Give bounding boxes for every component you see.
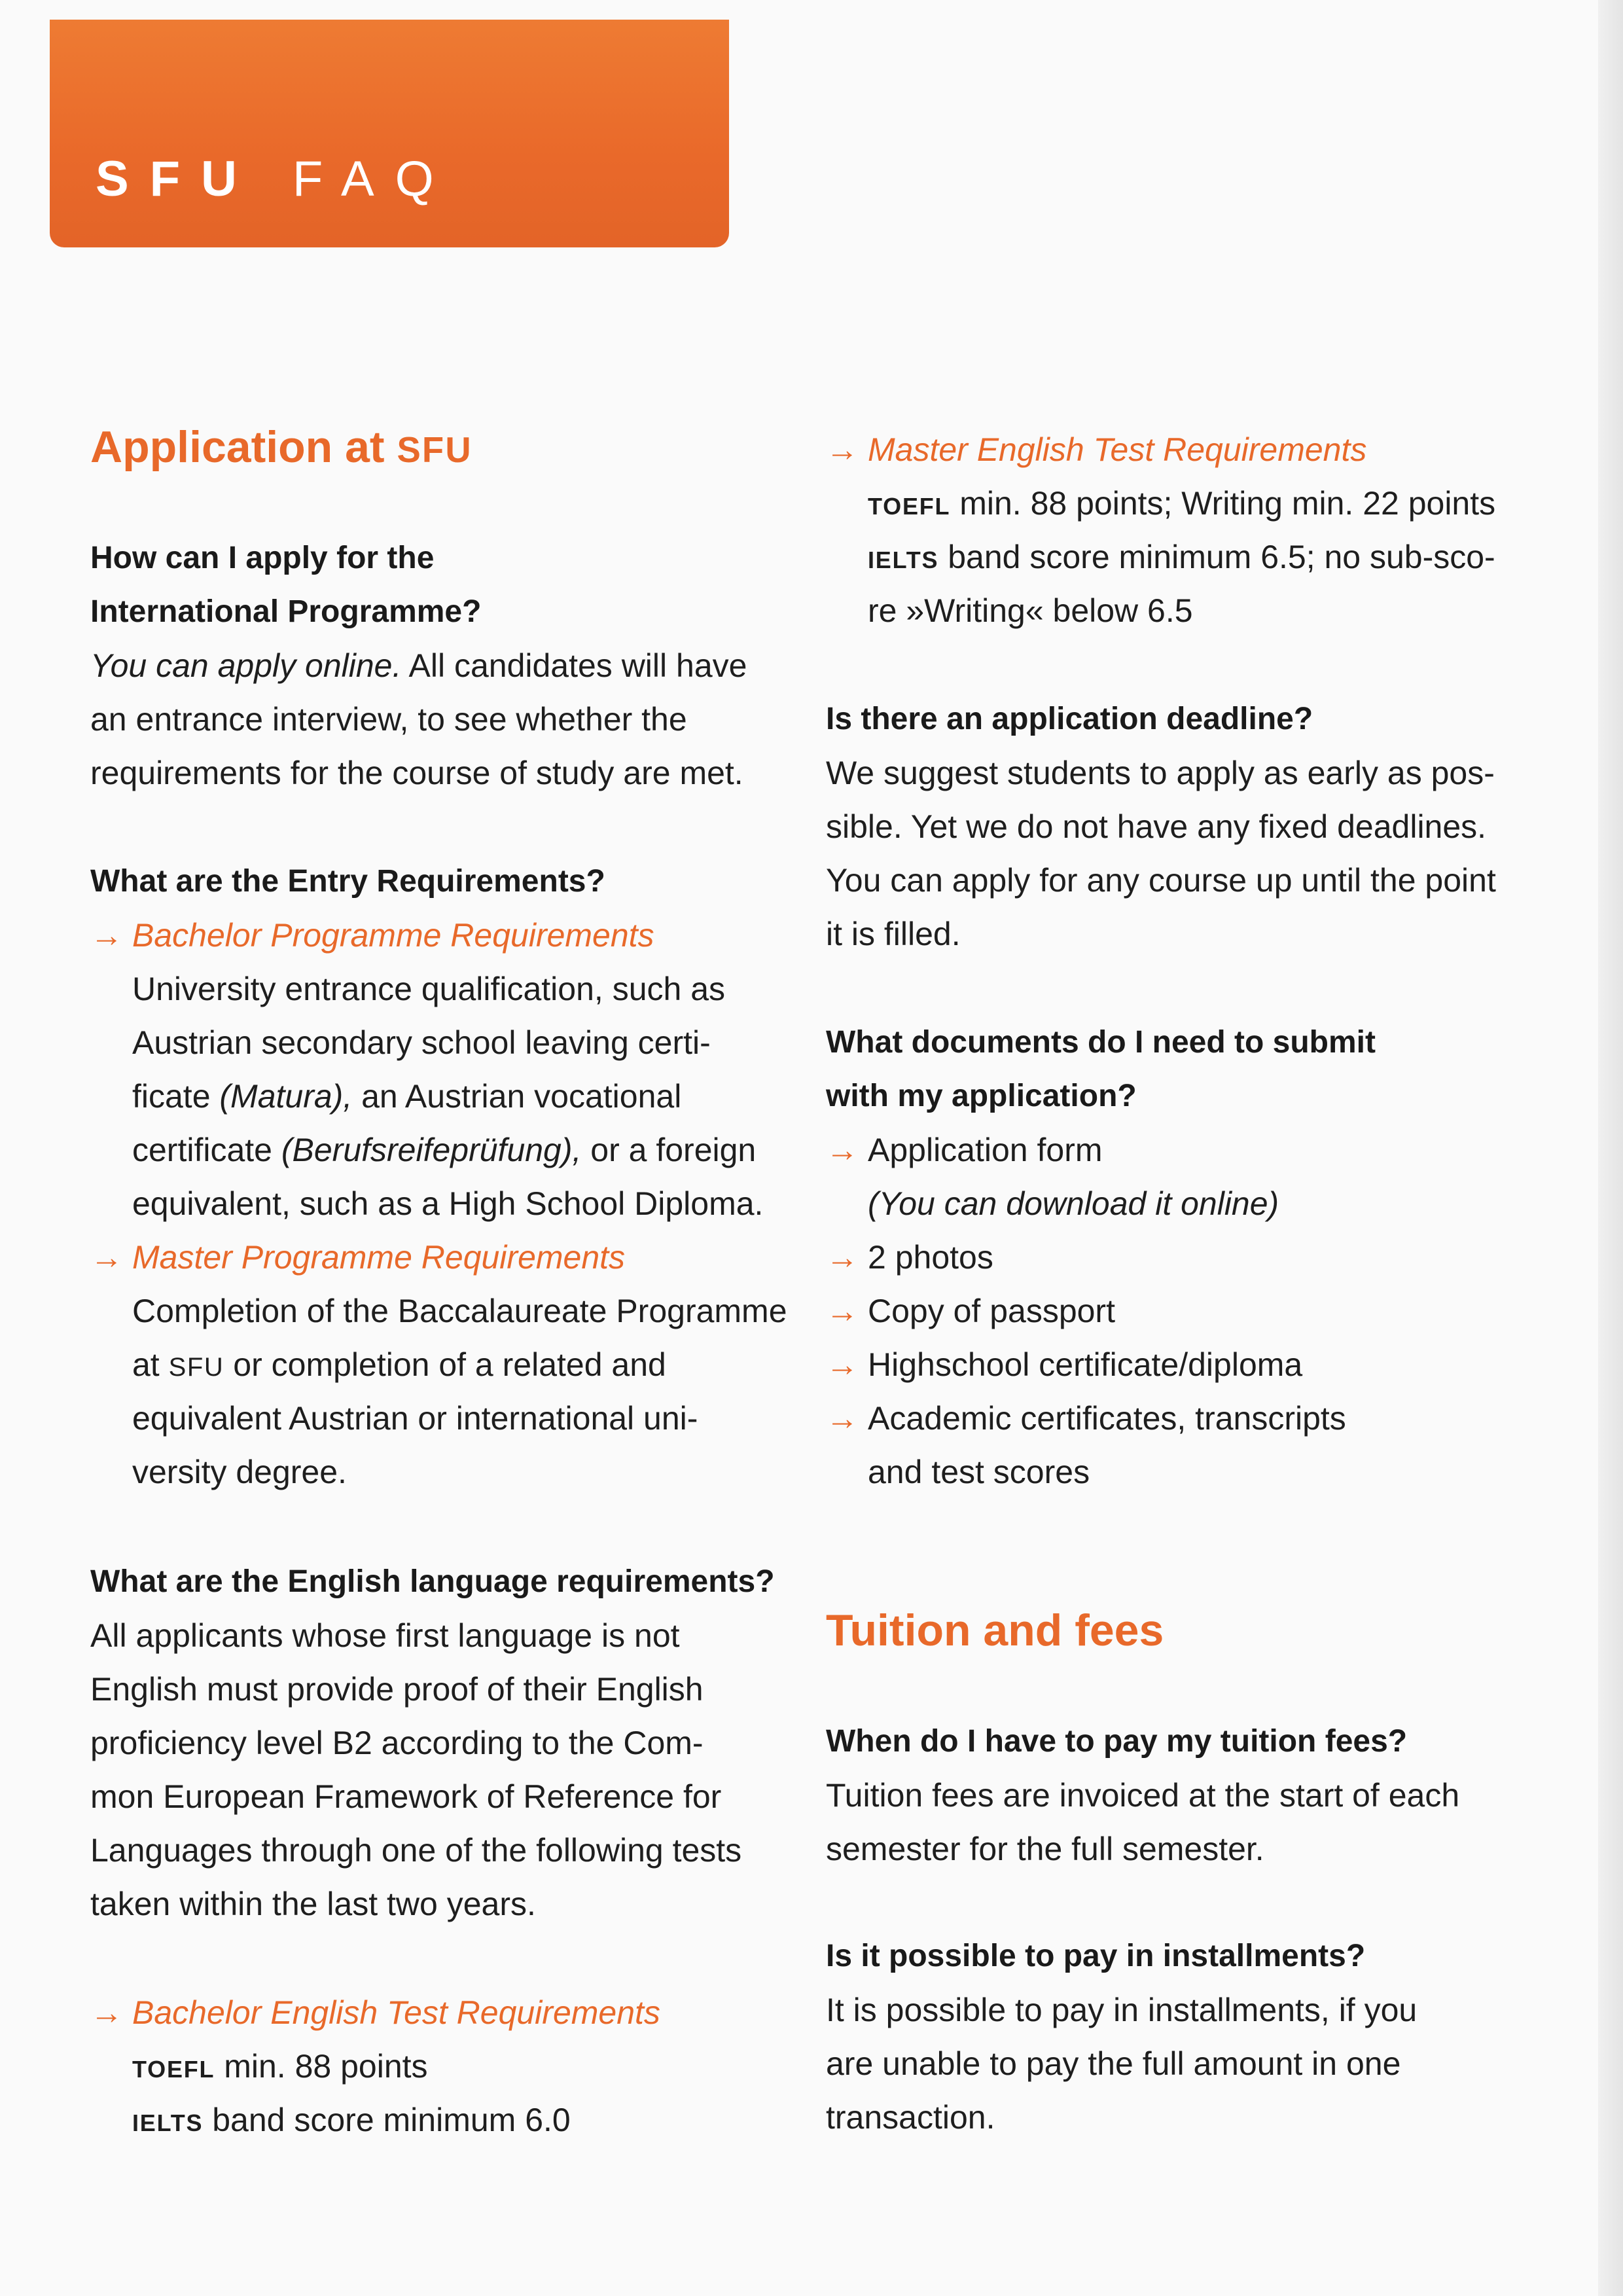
answer-line: equivalent Austrian or international uni-: [132, 1400, 698, 1437]
answer-line: University entrance qualification, such as: [132, 971, 726, 1007]
list-item: → Academic certificates, transcripts: [826, 1391, 1533, 1445]
question: What are the English language requirements?: [90, 1564, 775, 1599]
answer-line: Austrian secondary school leaving certi-: [132, 1024, 711, 1061]
section-title-application: Application at SFU: [90, 422, 473, 472]
faq-pay-when: [826, 1715, 1533, 1876]
answer-line: We suggest students to apply as early as pos-: [826, 755, 1495, 791]
right-arrow-icon: →: [90, 1994, 123, 2031]
list-item: → Bachelor English Test Requirements: [90, 1986, 797, 2039]
title-light: FAQ: [292, 151, 455, 207]
answer-line: English must provide proof of their English: [90, 1671, 704, 1708]
right-arrow-icon: →: [826, 1239, 859, 1276]
faq-english: [90, 1555, 797, 1931]
answer-line: it is filled.: [826, 916, 961, 952]
answer-line: All applicants whose first language is not: [90, 1617, 680, 1654]
answer-line: taken within the last two years.: [90, 1886, 536, 1922]
list-item: → Copy of passport: [826, 1284, 1533, 1338]
right-arrow-icon: →: [826, 1346, 859, 1383]
right-arrow-icon: →: [826, 431, 859, 468]
list-item: → Bachelor Programme Requirements: [90, 908, 797, 962]
answer-line: sible. Yet we do not have any fixed deadlines.: [826, 808, 1487, 845]
section-title-tuition: Tuition and fees: [826, 1605, 1164, 1655]
list-item: → Highschool certificate/diploma: [826, 1338, 1533, 1391]
answer-line: mon European Framework of Reference for: [90, 1778, 722, 1815]
answer-line: IELTS band score minimum 6.5; no sub-sco-: [868, 539, 1495, 575]
answer-line: IELTS band score minimum 6.0: [132, 2102, 571, 2138]
list-item: → Master English Test Requirements: [826, 423, 1533, 476]
answer-line: equivalent, such as a High School Diploma.: [132, 1185, 764, 1222]
answer-line: re »Writing« below 6.5: [868, 592, 1193, 629]
page-edge: [1598, 0, 1623, 2296]
answer-line: transaction.: [826, 2099, 995, 2136]
answer-line: (You can download it online): [868, 1185, 1279, 1222]
answer-line: ficate (Matura), an Austrian vocational: [132, 1078, 682, 1115]
answer-line: TOEFL min. 88 points: [132, 2048, 428, 2085]
answer-line: Completion of the Baccalaureate Programme: [132, 1293, 787, 1329]
answer-line: versity degree.: [132, 1454, 347, 1490]
page-title: [96, 148, 455, 211]
question: What are the Entry Requirements?: [90, 864, 605, 899]
right-arrow-icon: →: [826, 1132, 859, 1168]
faq-entry-requirements: [90, 855, 797, 1499]
answer-line: certificate (Berufsreifeprüfung), or a foreign: [132, 1132, 757, 1168]
faq-apply: [90, 531, 797, 800]
answer-line: and test scores: [868, 1454, 1090, 1490]
answer-line: requirements for the course of study are met.: [90, 755, 743, 791]
answer-line: TOEFL min. 88 points; Writing min. 22 points: [868, 485, 1496, 522]
list-item: → Application form: [826, 1123, 1533, 1177]
answer-line: It is possible to pay in installments, if you: [826, 1992, 1418, 2028]
question: Is it possible to pay in installments?: [826, 1939, 1366, 1973]
title-strong: SFU: [96, 151, 258, 207]
faq-installments: [826, 1929, 1533, 2144]
question: International Programme?: [90, 594, 482, 629]
bachelor-english-tests: [90, 1986, 797, 2147]
answer-line: an entrance interview, to see whether the: [90, 701, 687, 738]
question: What documents do I need to submit: [826, 1025, 1376, 1060]
answer-line: at SFU or completion of a related and: [132, 1346, 666, 1383]
answer-line: Languages through one of the following tests: [90, 1832, 742, 1869]
right-arrow-icon: →: [826, 1293, 859, 1329]
question: How can I apply for the: [90, 541, 435, 575]
master-english-tests: [826, 423, 1533, 637]
answer-line: are unable to pay the full amount in one: [826, 2045, 1401, 2082]
answer-line: semester for the full semester.: [826, 1831, 1264, 1867]
answer-line: You can apply online. All candidates will have: [90, 647, 747, 684]
list-item: → Master Programme Requirements: [90, 1230, 797, 1284]
header-banner: [50, 20, 729, 247]
question: When do I have to pay my tuition fees?: [826, 1724, 1408, 1759]
right-arrow-icon: →: [90, 1239, 123, 1276]
faq-documents: [826, 1016, 1533, 1499]
answer-line: You can apply for any course up until the point: [826, 862, 1496, 899]
right-arrow-icon: →: [90, 917, 123, 954]
answer-line: Tuition fees are invoiced at the start of each: [826, 1777, 1460, 1814]
question: Is there an application deadline?: [826, 702, 1313, 736]
right-arrow-icon: →: [826, 1400, 859, 1437]
faq-deadline: [826, 692, 1533, 961]
question: with my application?: [826, 1079, 1137, 1113]
list-item: → 2 photos: [826, 1230, 1533, 1284]
answer-line: proficiency level B2 according to the Com-: [90, 1725, 704, 1761]
